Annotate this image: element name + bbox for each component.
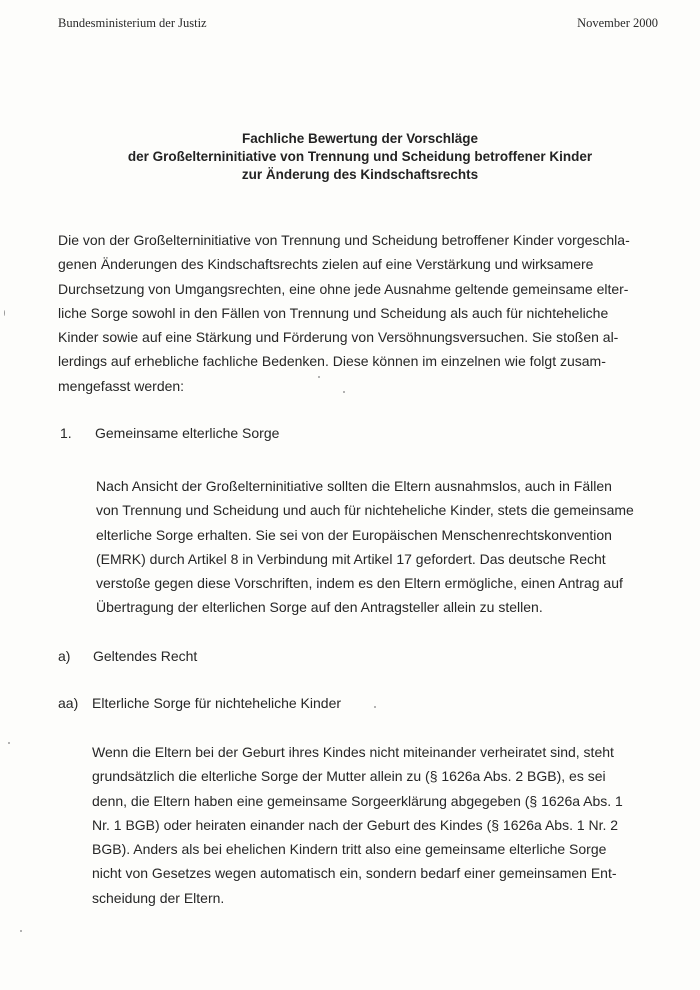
scan-speck bbox=[343, 391, 345, 393]
text-line: Durchsetzung von Umgangsrechten, eine ohne jede Ausnahme geltende gemeinsame elter- bbox=[58, 280, 629, 297]
scan-speck bbox=[4, 310, 5, 316]
text-line: denn, die Eltern haben eine gemeinsame Sorgeerklärung abgegeben (§ 1626a Abs. 1 bbox=[92, 792, 623, 809]
text-line: (EMRK) durch Artikel 8 in Verbindung mit Artikel 17 gefordert. Das deutsche Recht bbox=[96, 550, 606, 567]
scan-speck bbox=[318, 376, 320, 378]
subsection-number: aa) bbox=[58, 695, 79, 711]
text-line: Die von der Großelterninitiative von Trennung und Scheidung betroffener Kinder vorgeschla- bbox=[58, 232, 630, 248]
text-line: grundsätzlich die elterliche Sorge der Mutter allein zu (§ 1626a Abs. 2 BGB), es sei bbox=[92, 768, 606, 785]
text-line: Nr. 1 BGB) oder heiraten einander nach der Geburt des Kindes (§ 1626a Abs. 1 Nr. 2 bbox=[92, 816, 619, 833]
text-line: scheidung der Eltern. bbox=[92, 889, 225, 906]
subsection-number: a) bbox=[58, 648, 71, 664]
text-line: genen Änderungen des Kindschaftsrechts zielen auf eine Verstärkung und wirksamere bbox=[58, 256, 594, 273]
intro-paragraph bbox=[58, 228, 630, 398]
subsection-title: Geltendes Recht bbox=[93, 648, 198, 664]
text-line: BGB). Anders als bei ehelichen Kindern tritt also eine gemeinsame elterliche Sorge bbox=[92, 841, 607, 858]
title-line-1: Fachliche Bewertung der Vorschläge bbox=[241, 131, 479, 146]
title-line-2: der Großelterninitiative von Trennung und Scheidung betroffener Kinder bbox=[127, 149, 593, 164]
subsection-aa-paragraph bbox=[92, 740, 623, 910]
text-line: elterliche Sorge erhalten. Sie sei von der Europäischen Menschenrechtskonvention bbox=[96, 526, 612, 543]
header-date: November 2000 bbox=[577, 16, 658, 30]
scan-speck bbox=[8, 742, 10, 744]
section-title: Gemeinsame elterliche Sorge bbox=[95, 425, 280, 441]
text-line: von Trennung und Scheidung und auch für nichteheliche Kinder, stets die gemeinsame bbox=[96, 502, 634, 519]
scan-speck bbox=[20, 930, 22, 932]
text-line: Wenn die Eltern bei der Geburt ihres Kindes nicht miteinander verheiratet sind, steht bbox=[92, 744, 614, 760]
subsection-title: Elterliche Sorge für nichteheliche Kinder bbox=[92, 695, 342, 711]
text-line: verstoße gegen diese Vorschriften, indem es den Eltern ermögliche, einen Antrag auf bbox=[96, 575, 623, 592]
scan-speck bbox=[374, 706, 376, 708]
document-title bbox=[40, 130, 680, 184]
text-line: Kinder sowie auf eine Stärkung und Förderung von Versöhnungsversuchen. Sie stoßen al- bbox=[58, 329, 619, 346]
text-line: liche Sorge sowohl in den Fällen von Trennung und Scheidung als auch für nichteheliche bbox=[58, 304, 609, 321]
text-line: Übertragung der elterlichen Sorge auf den Antragsteller allein zu stellen. bbox=[96, 599, 543, 616]
header-ministry: Bundesministerium der Justiz bbox=[58, 16, 207, 30]
text-line: lerdings auf erhebliche fachliche Bedenken. Diese können im einzelnen wie folgt zusam- bbox=[58, 353, 606, 370]
text-line: Nach Ansicht der Großelterninitiative sollten die Eltern ausnahmslos, auch in Fällen bbox=[96, 478, 612, 494]
text-line: nicht von Gesetzes wegen automatisch ein, sondern bedarf einer gemeinsamen Ent- bbox=[92, 865, 617, 882]
section-number: 1. bbox=[60, 425, 72, 441]
title-line-3: zur Änderung des Kindschaftsrechts bbox=[241, 167, 479, 182]
section-1-paragraph bbox=[96, 474, 634, 620]
text-line: mengefasst werden: bbox=[58, 377, 185, 394]
